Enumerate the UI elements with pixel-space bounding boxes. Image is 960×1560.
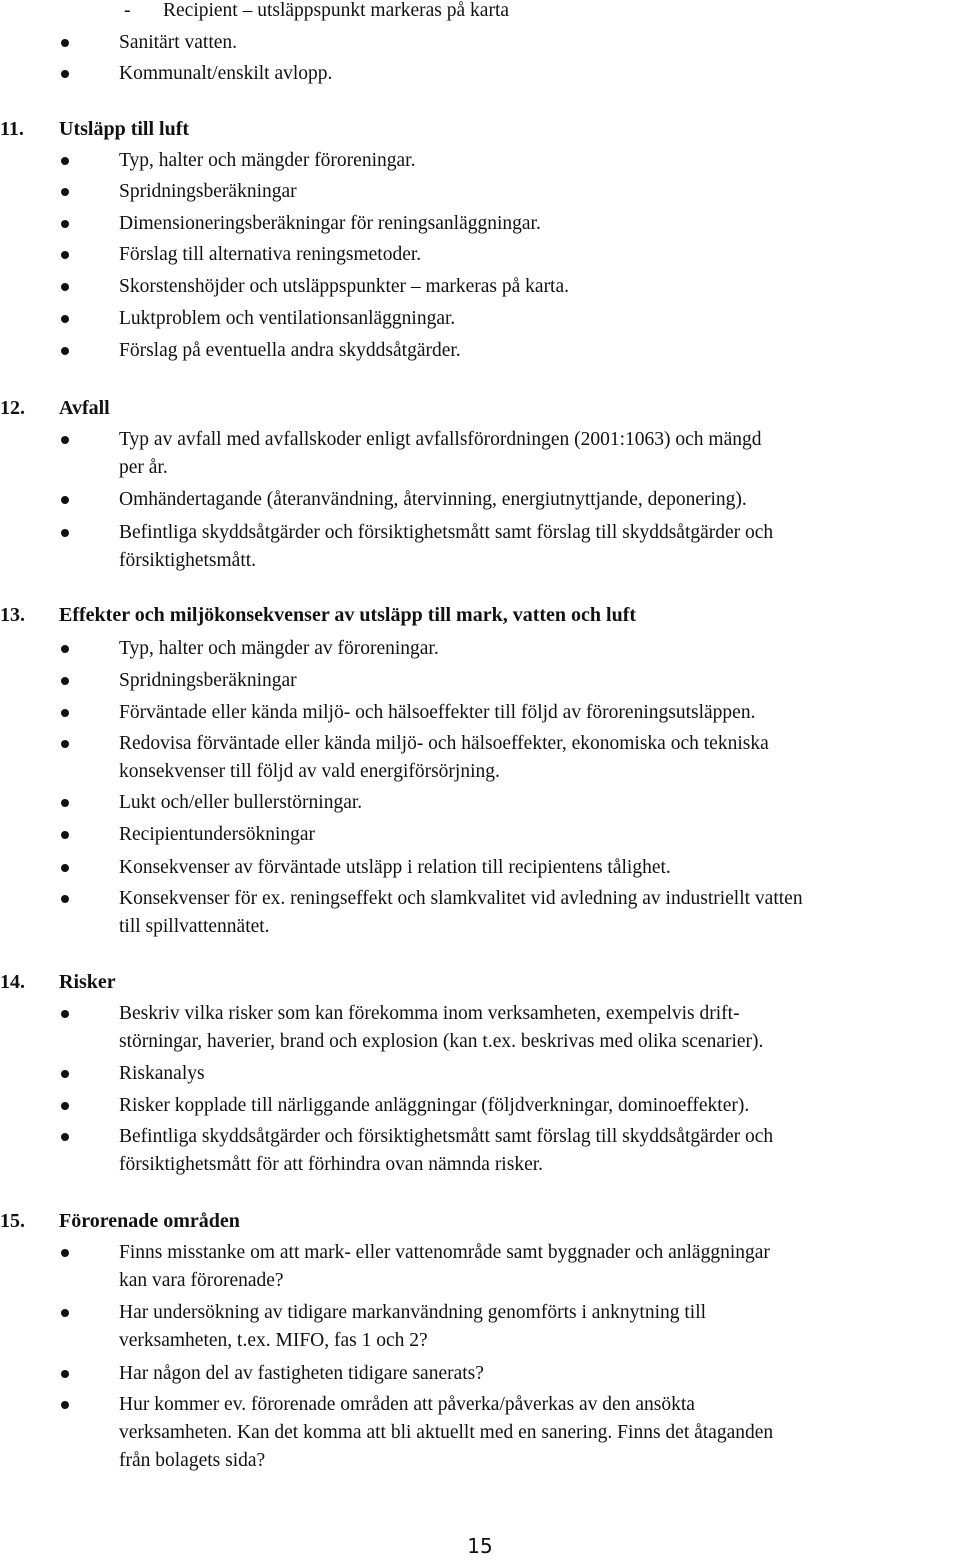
bullet-icon [61,740,69,748]
list-item-text: Typ, halter och mängder föroreningar. [119,150,416,171]
section-title: Avfall [59,397,110,419]
list-item-text: Förslag till alternativa reningsmetoder. [119,244,422,265]
list-item-text: Konsekvenser av förväntade utsläpp i relation till recipientens tålighet. [119,857,671,878]
bullet-icon [61,799,69,807]
list-item-text-continued: verksamheten, t.ex. MIFO, fas 1 och 2? [119,1330,428,1351]
list-item-text: Hur kommer ev. förorenade områden att påverka/påverkas av den ansökta [119,1394,695,1415]
bullet-icon [61,436,69,444]
bullet-icon [61,831,69,839]
page-number: 15 [467,1534,493,1558]
list-item-text-continued: konsekvenser till följd av vald energiförsörjning. [119,761,500,782]
list-item-text: Förväntade eller kända miljö- och hälsoeffekter till följd av föroreningsutsläppen. [119,702,756,723]
list-item-text: Befintliga skyddsåtgärder och försiktighetsmått samt förslag till skyddsåtgärder och [119,522,774,543]
bullet-icon [61,188,69,196]
list-item-text: Luktproblem och ventilationsanläggningar. [119,308,456,329]
bullet-icon [61,347,69,355]
list-item-text: Risker kopplade till närliggande anläggningar (följdverkningar, dominoeffekter). [119,1095,750,1116]
list-item-text: Redovisa förväntade eller kända miljö- och hälsoeffekter, ekonomiska och tekniska [119,733,769,754]
list-item-text: Finns misstanke om att mark- eller vattenområde samt byggnader och anläggningar [119,1242,770,1263]
list-item-text-continued: verksamheten. Kan det komma att bli aktuellt med en sanering. Finns det åtaganden [119,1422,774,1443]
section-number: 11. [0,118,24,140]
list-item-text: Recipientundersökningar [119,824,316,845]
list-item-text-continued: försiktighetsmått för att förhindra ovan nämnda risker. [119,1154,544,1175]
list-item-text-continued: försiktighetsmått. [119,550,257,571]
bullet-icon [61,529,69,537]
section-title: Effekter och miljökonsekvenser av utsläpp till mark, vatten och luft [59,604,637,626]
bullet-icon [61,1309,69,1317]
list-item-text: Spridningsberäkningar [119,181,297,202]
section-title: Förorenade områden [59,1210,240,1232]
list-item-text: Spridningsberäkningar [119,670,297,691]
list-item-text-continued: kan vara förorenade? [119,1270,284,1291]
list-item-text: Recipient – utsläppspunkt markeras på karta [163,0,510,21]
bullet-icon [61,864,69,872]
section-title: Risker [59,971,116,993]
list-item-text-continued: per år. [119,457,168,478]
section-title: Utsläpp till luft [59,118,190,140]
bullet-icon [61,1401,69,1409]
bullet-icon [61,895,69,903]
section-number: 12. [0,397,25,419]
list-item-text: Lukt och/eller bullerstörningar. [119,792,363,813]
list-item-text: Omhändertagande (återanvändning, återvinning, energiutnyttjande, deponering). [119,489,747,510]
bullet-icon [61,1010,69,1018]
list-item-text: Typ av avfall med avfallskoder enligt avfallsförordningen (2001:1063) och mängd [119,429,762,450]
list-item-text-continued: till spillvattennätet. [119,916,270,937]
bullet-icon [61,1133,69,1141]
bullet-icon [61,677,69,685]
bullet-icon [61,1249,69,1257]
bullet-icon [61,1102,69,1110]
section-number: 15. [0,1210,25,1232]
list-item-text: Har någon del av fastigheten tidigare sanerats? [119,1363,484,1384]
list-item-text: Dimensioneringsberäkningar för reningsanläggningar. [119,213,541,234]
section-number: 14. [0,971,25,993]
bullet-icon [61,496,69,504]
section-number: 13. [0,604,25,626]
bullet-icon [61,315,69,323]
bullet-icon [61,645,69,653]
list-item-text: Kommunalt/enskilt avlopp. [119,63,333,84]
dash-marker: - [124,0,131,21]
list-item-text: Har undersökning av tidigare markanvändning genomförts i anknytning till [119,1302,707,1323]
list-item-text: Skorstenshöjder och utsläppspunkter – markeras på karta. [119,276,570,297]
bullet-icon [61,283,69,291]
bullet-icon [61,251,69,259]
bullet-icon [61,70,69,78]
bullet-icon [61,709,69,717]
list-item-text-continued: störningar, haverier, brand och explosion (kan t.ex. beskrivas med olika scenarier). [119,1031,764,1052]
list-item-text: Riskanalys [119,1063,205,1084]
list-item-text: Sanitärt vatten. [119,32,238,53]
bullet-icon [61,220,69,228]
list-item-text: Konsekvenser för ex. reningseffekt och slamkvalitet vid avledning av industriellt vatten [119,888,803,909]
list-item-text: Typ, halter och mängder av föroreningar. [119,638,439,659]
list-item-text-continued: från bolagets sida? [119,1450,266,1471]
bullet-icon [61,1070,69,1078]
bullet-icon [61,157,69,165]
bullet-icon [61,39,69,47]
bullet-icon [61,1370,69,1378]
list-item-text: Beskriv vilka risker som kan förekomma inom verksamheten, exempelvis drift- [119,1003,740,1024]
list-item-text: Befintliga skyddsåtgärder och försiktighetsmått samt förslag till skyddsåtgärder och [119,1126,774,1147]
list-item-text: Förslag på eventuella andra skyddsåtgärder. [119,340,461,361]
